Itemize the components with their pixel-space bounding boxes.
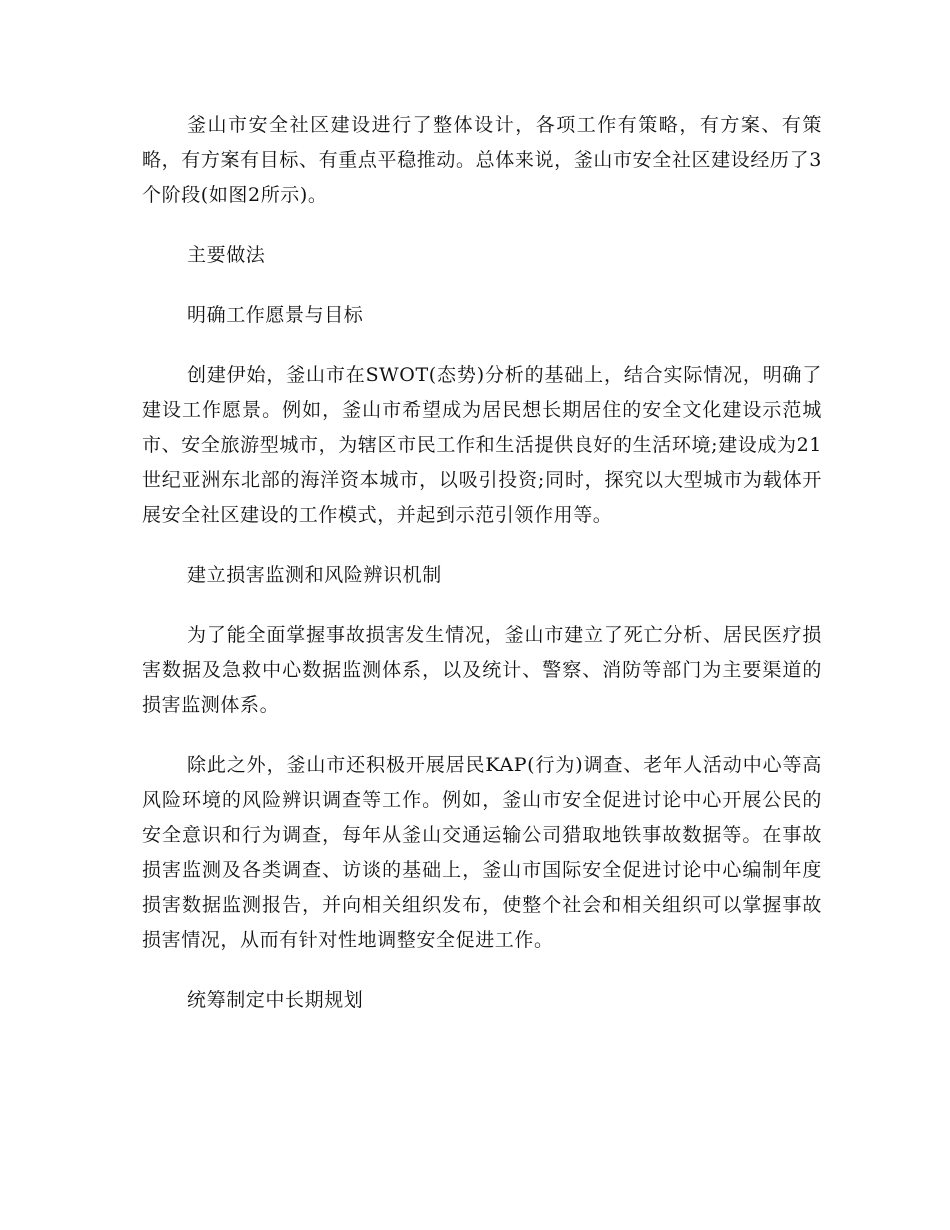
subheading-long-term-plan: 统筹制定中长期规划 [187, 989, 364, 1011]
paragraph-overall-design: 釜山市安全社区建设进行了整体设计，各项工作有策略，有方案、有策略，有方案有目标、有重点平稳推动。总体来说，釜山市安全社区建设经历了3个阶段(如图2所示)。 [142, 114, 822, 206]
subheading-injury-monitoring: 建立损害监测和风险辨识机制 [187, 564, 442, 586]
subheading-vision-goals: 明确工作愿景与目标 [187, 304, 364, 326]
section-heading-main-practices: 主要做法 [187, 244, 266, 266]
paragraph-vision: 创建伊始，釜山市在SWOT(态势)分析的基础上，结合实际情况，明确了建设工作愿景。例如，釜山市希望成为居民想长期居住的安全文化建设示范城市、安全旅游型城市，为辖区市民工作和生活提供良好的生活环境;建设成为21世纪亚洲东北部的海洋资本城市，以吸引投资;同时，探究以大型城市为载体开展安全社区建设的工作模式，并起到示范引领作用等。 [142, 364, 822, 526]
document-body [142, 108, 822, 1043]
paragraph-monitoring-system: 为了能全面掌握事故损害发生情况，釜山市建立了死亡分析、居民医疗损害数据及急救中心数据监测体系，以及统计、警察、消防等部门为主要渠道的损害监测体系。 [142, 624, 822, 716]
paragraph-risk-identification: 除此之外，釜山市还积极开展居民KAP(行为)调查、老年人活动中心等高风险环境的风险辨识调查等工作。例如，釜山市安全促进讨论中心开展公民的安全意识和行为调查，每年从釜山交通运输公司猎取地铁事故数据等。在事故损害监测及各类调查、访谈的基础上，釜山市国际安全促进讨论中心编制年度损害数据监测报告，并向相关组织发布，使整个社会和相关组织可以掌握事故损害情况，从而有针对性地调整安全促进工作。 [142, 754, 822, 951]
